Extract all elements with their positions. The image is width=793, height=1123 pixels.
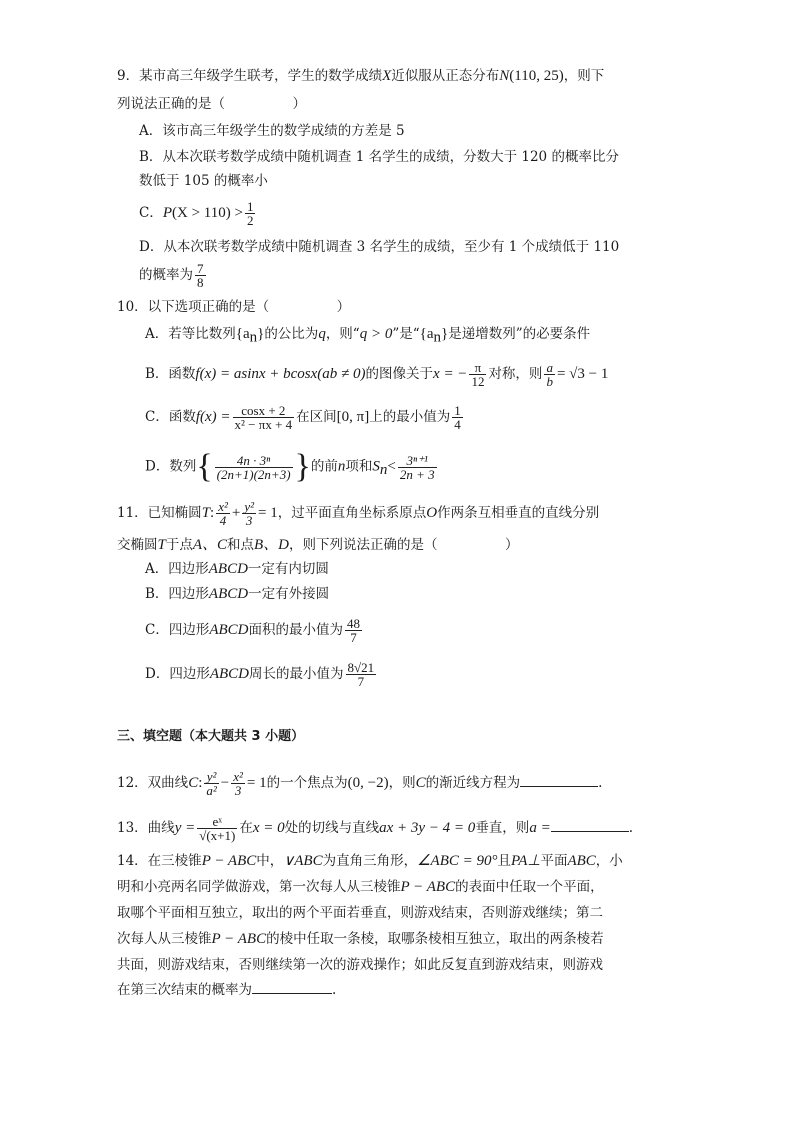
q14-line3: 取哪个平面相互独立，取出的两个平面若垂直，则游戏结束，否则游戏继续；第二 [117, 905, 603, 921]
q14-line4: 次每人从三棱锥P − ABC的棱中任取一条棱，取哪条棱相互独立，取出的两条棱若 [117, 931, 604, 947]
denominator: 12 [471, 374, 485, 389]
y-eq: y = [174, 820, 196, 836]
q11-l2-a: 交椭圆 [117, 537, 158, 553]
quad-abcd: ABCD [209, 622, 249, 638]
section-heading: 三、填空题（本大题共 3 小题） [117, 729, 305, 744]
interval: [0, π] [336, 409, 370, 425]
q11-l2-b: 于点 [165, 537, 193, 553]
q10-option-d [145, 448, 439, 485]
func-f2: f(x) = [195, 409, 231, 425]
q14-line2: 明和小亮两名同学做游戏，第一次每人从三棱锥P − ABC的表面中任取一个平面， [117, 879, 604, 895]
quad-abcd: ABCD [209, 666, 249, 682]
left-brace: { [196, 448, 213, 485]
q10-d-prefix: D．数列 [145, 458, 197, 475]
var-n-count: n [337, 458, 346, 475]
fraction-cos [233, 404, 295, 431]
q10-option-b [145, 361, 608, 388]
q9-option-b-line1: B．从本次联考数学成绩中随机调查 1 名学生的成绩，分数大于 120 的概率比分 [139, 149, 619, 165]
numerator: 48 [347, 616, 361, 631]
points-bd: B、D [254, 537, 290, 553]
denominator: 2 [246, 213, 254, 228]
x0: x = 0 [252, 820, 285, 836]
seq-an-2: {a [419, 326, 434, 342]
seq-an: {a [235, 326, 250, 342]
quad-abcd: ABCD [208, 561, 248, 577]
q10-d-mid2: 项和 [345, 458, 373, 475]
numerator: 3ⁿ⁺¹ [398, 454, 437, 468]
q10-a-prefix: A．若等比数列 [145, 326, 236, 342]
eq-1: = 1 [258, 505, 278, 521]
numerator: 8√21 [347, 660, 375, 675]
denominator: 2n + 3 [399, 466, 435, 482]
q9-line1 [117, 66, 604, 86]
q9-text-c: ，则下 [563, 68, 605, 84]
func-f: f(x) = asinx + bcosx(ab ≠ 0) [195, 366, 366, 382]
fraction-x2-3: $\frac{\text{x²}}{3}$ [233, 769, 243, 798]
right-brace: } [294, 448, 311, 485]
less-than: < [387, 458, 396, 475]
numerator: x² [218, 499, 228, 514]
numerator: 1 [454, 403, 461, 418]
q11-l2-d: ，则下列说法正确的是（ ） [289, 537, 519, 553]
fraction-curve: $\frac{\text{eˣ}}{√(x+1)}$ [199, 814, 236, 843]
q10-c-mid: 在区间 [296, 409, 337, 425]
denominator: 7 [350, 630, 357, 645]
fraction-48-7 [345, 617, 362, 644]
fraction-half [245, 200, 256, 227]
q13: 13．曲线y = $\frac{\text{eˣ}}{√(x+1)}$ 在x = 0处的切线与直线ax + 3y − 4 = 0垂直，则a = . [117, 814, 633, 843]
tri-abc: ∨ABC [283, 853, 323, 869]
q11-stem-b: ，过平面直角坐标系原点 [277, 505, 427, 521]
numerator: π [469, 361, 486, 375]
q14-line6: 在第三次结束的概率为 . [117, 979, 336, 1000]
var-s: S [372, 458, 380, 475]
seq-close: } [257, 326, 265, 342]
q9-option-d-line1: D．从本次联考数学成绩中随机调查 3 名学生的成绩，至少有 1 个成绩低于 110 [139, 239, 620, 255]
var-t: T [201, 505, 211, 521]
q10-a-mid3: ”是“ [392, 326, 420, 342]
denominator: b [546, 374, 553, 389]
q10-option-c [145, 404, 465, 431]
q11-option-c: C．四边形ABCD面积的最小值为 $\frac{48}{7}$ [145, 616, 361, 645]
fraction-quarter [452, 404, 463, 431]
sub-n: n [249, 329, 258, 346]
tetra: P − ABC [201, 853, 257, 869]
cond-q: q > 0 [359, 326, 393, 342]
denominator: 7 [357, 674, 365, 689]
q11-line2 [117, 535, 519, 555]
denominator: (2n+1)(2n+3) [216, 466, 291, 482]
numerator: a [546, 360, 553, 375]
fraction-seq [215, 454, 293, 481]
q10-c-end: 上的最小值为 [369, 409, 451, 425]
q9-option-b-line2: 数低于 105 的概率小 [139, 173, 268, 189]
x-eq: x = − [433, 366, 468, 382]
q9-line2: 列说法正确的是（ ） [117, 96, 306, 112]
numerator: y² [244, 499, 255, 514]
denominator: 3 [245, 513, 253, 528]
q11-option-a: A．四边形ABCD一定有内切圆 [145, 561, 329, 577]
q14-line1: 14．在三棱锥P − ABC中，∨ABC为直角三角形，∠ABC = 90°且PA⊥平面ABC，小 [117, 853, 623, 869]
answer-blank-12[interactable] [520, 772, 598, 787]
root3: = √3 − 1 [556, 366, 609, 382]
sub-n-3: n [379, 462, 388, 479]
q14-line5: 共面，则游戏结束，否则继续第一次的游戏操作；如此反复直到游戏结束，则游戏 [117, 957, 603, 973]
a-eq: a = [529, 820, 551, 836]
denominator: 4 [454, 417, 461, 432]
line-eq: ax + 3y − 4 = 0 [379, 820, 476, 836]
var-n: N [499, 68, 510, 84]
answer-blank-13[interactable] [551, 817, 629, 832]
q10-option-a [145, 324, 590, 344]
q11-stem-c: 作两条互相垂直的直线分别 [437, 505, 600, 521]
q10-stem: 10．以下选项正确的是（ ） [117, 299, 351, 315]
angle-abc: ∠ABC = 90° [417, 853, 498, 869]
pa-perp: PA⊥ [510, 853, 541, 869]
quad-abcd: ABCD [208, 586, 249, 602]
fraction-sn-bound [398, 454, 437, 481]
normal-params: (110, 25) [509, 68, 564, 84]
q11-l2-c: 和点 [227, 537, 255, 553]
denominator: 8 [197, 275, 204, 290]
var-p: P [162, 205, 173, 221]
q9-c-prefix: C． [139, 205, 163, 221]
prob-expr: (X > 110) > [172, 205, 243, 221]
fraction-y2-a2: $\frac{\text{y²}}{\text{a²}}$ [206, 769, 217, 798]
var-t-2: T [157, 537, 166, 553]
q11-option-d: D．四边形ABCD周长的最小值为 $\frac{8√21}{7}$ [145, 660, 375, 689]
numerator: 4n · 3ⁿ [215, 454, 293, 468]
numerator: cosx + 2 [233, 404, 295, 418]
q10-a-mid2: ，则“ [325, 326, 360, 342]
focus-point: (0, −2) [347, 775, 389, 791]
q10-b-mid: 的图像关于 [365, 366, 434, 382]
answer-blank-14[interactable] [252, 979, 332, 994]
fraction-seven-eighths [195, 262, 206, 289]
numerator: 7 [197, 261, 204, 276]
q10-b-prefix: B．函数 [145, 366, 196, 382]
q9-option-c [139, 200, 257, 227]
q9-d-text: 的概率为 [139, 267, 193, 283]
plane-abc: ABC [567, 853, 596, 869]
q9-option-d-line2 [139, 262, 208, 289]
q10-b-mid2: 对称，则 [488, 366, 543, 382]
var-c: C [188, 775, 199, 791]
q11-stem-a: 11．已知椭圆 [117, 505, 202, 521]
q9-text-b: 近似服从正态分布 [391, 68, 500, 84]
q10-c-prefix: C．函数 [145, 409, 196, 425]
denominator: x² − πx + 4 [234, 417, 293, 432]
q9-text: 9．某市高三年级学生联考，学生的数学成绩 [117, 68, 383, 84]
q11-option-b: B．四边形ABCD一定有外接圆 [145, 586, 330, 602]
fraction-y2-3 [242, 500, 256, 527]
fraction-x2-4 [216, 500, 230, 527]
fraction-perimeter [346, 661, 377, 688]
var-q: q [318, 326, 326, 342]
seq-close-2: } [441, 326, 449, 342]
points-ac: A、C [192, 537, 228, 553]
var-x: X [382, 68, 392, 84]
numerator: 1 [246, 199, 254, 214]
sub-n-2: n [433, 329, 442, 346]
q12: 12．双曲线C: $\frac{\text{y²}}{\text{a²}}$ − $\frac{\text{x²}}{3}$ = 1的一个焦点为(0, −2)，则C的渐近线方程为 . [117, 769, 603, 798]
var-o: O [426, 505, 438, 521]
q10-a-end: 是递增数列”的必要条件 [448, 326, 591, 342]
fraction-a-b [544, 361, 555, 388]
q9-option-a: A．该市高三年级学生的数学成绩的方差是 5 [139, 123, 405, 139]
fraction-pi-12 [469, 361, 486, 388]
q10-a-mid: 的公比为 [264, 326, 319, 342]
denominator: 4 [219, 513, 227, 528]
q10-d-mid: 的前 [310, 458, 338, 475]
q11-line1: 11．已知椭圆T: $\frac{\text{x²}}{4}$ + $\frac{\text{y²}}{3}$ = 1，过平面直角坐标系原点O作两条互相垂直的直线分别 [117, 499, 600, 528]
